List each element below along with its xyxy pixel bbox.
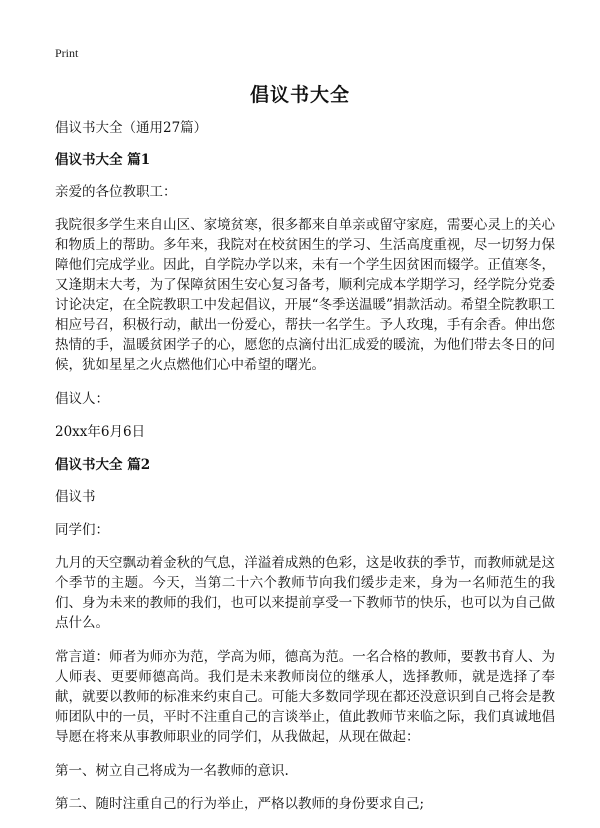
section1-heading: 倡议书大全 篇1: [55, 152, 151, 168]
document-body: [55, 118, 555, 827]
section2-doc-label: 倡议书: [55, 489, 96, 505]
print-label: Print: [55, 46, 79, 60]
section1-date: 20xx年6月6日: [55, 424, 146, 440]
page-title: 倡议书大全: [249, 84, 350, 106]
section2-item1: 第一、树立自己将成为一名教师的意识.: [55, 763, 289, 779]
section2-para1: 九月的天空飘动着金秋的气息，洋溢着成熟的色彩，这是收获的季节，而教师就是这个季节的主题。今天，当第二十六个教师节向我们缓步走来，身为一名师范生的我们、身为未来的教师的我们，也可以来提前享受一下教师节的快乐，也可以为自己做点什么。: [55, 555, 555, 631]
document-subtitle: 倡议书大全（通用27篇）: [55, 120, 208, 136]
section2-para2: 常言道：师者为师亦为范，学高为师，德高为范。一名合格的教师，要教书育人、为人师表、更要师德高尚。我们是未来教师岗位的继承人，选择教师，就是选择了奉献，就要以教师的标准来约束自己。可能大多数同学现在都还没意识到自己将会是教师团队中的一员，平时不注重自己的言谈举止，值此教师节来临之际，我们真诚地倡导愿在将来从事教师职业的同学们，从我做起，从现在做起：: [55, 649, 555, 745]
section1-signature: 倡议人：: [55, 391, 109, 407]
section2-salutation: 同学们：: [55, 522, 109, 538]
section2-item2: 第二、随时注重自己的行为举止，严格以教师的身份要求自己;: [55, 796, 425, 812]
section1-body: 我院很多学生来自山区、家境贫寒，很多都来自单亲或留守家庭，需要心灵上的关心和物质上的帮助。多年来，我院对在校贫困生的学习、生活高度重视，尽一切努力保障他们完成学业。因此，自学院办学以来，未有一个学生因贫困而辍学。正值寒冬，又逢期末大考，为了保障贫困生安心复习备考，顺利完成本学期学习，经学院分党委讨论决定，在全院教职工中发起倡议，开展“冬季送温暖”捐款活动。希望全院教职工相应号召，积极行动，献出一份爱心，帮扶一名学生。予人玫瑰，手有余香。伸出您热情的手，温暖贫困学子的心，愿您的点滴付出汇成爱的暖流，为他们带去冬日的问候，犹如星星之火点燃他们心中希望的曙光。: [55, 217, 555, 373]
section1-salutation: 亲爱的各位教职工：: [55, 184, 177, 200]
section2-heading: 倡议书大全 篇2: [55, 457, 151, 473]
